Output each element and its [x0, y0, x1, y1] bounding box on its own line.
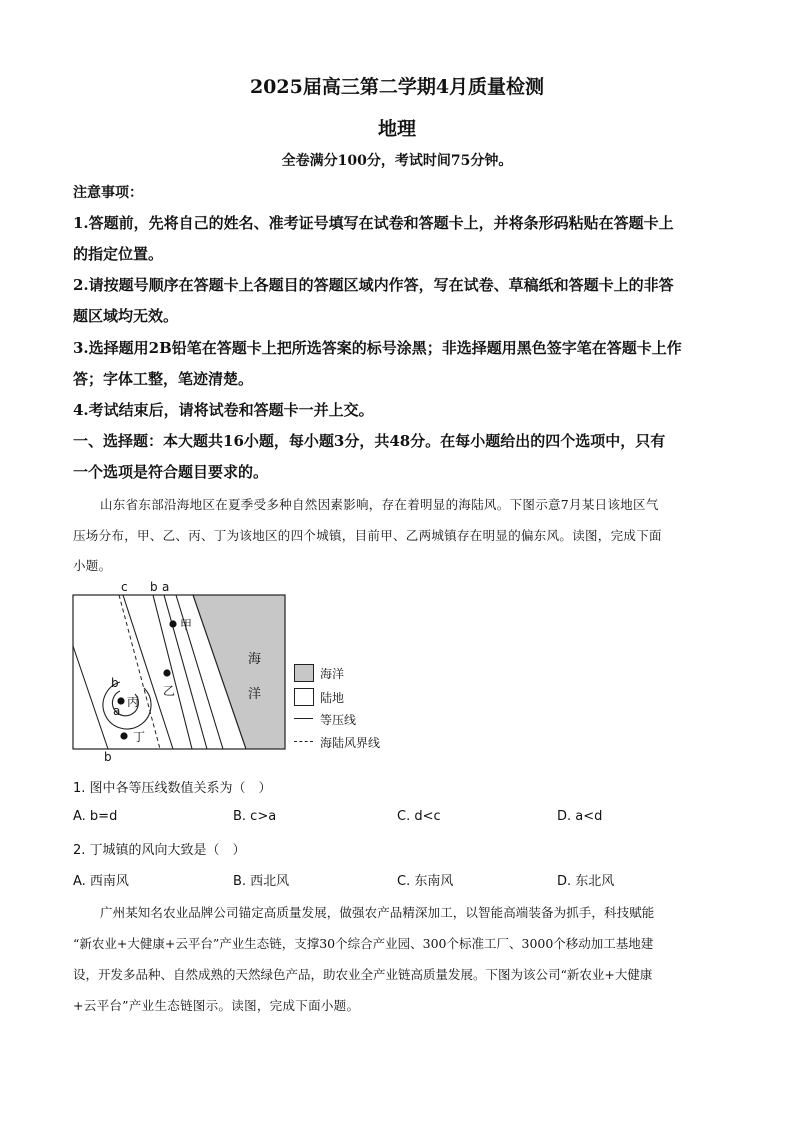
- passage2-line-2: “新农业+大健康+云平台”产业生态链，支撑30个综合产业园、300个标准工厂、3000个移动加工基地建: [73, 936, 654, 951]
- map-label-b-inner: b: [111, 676, 119, 690]
- notes-line-4: 题区域均无效。: [73, 307, 179, 325]
- town-jia-label: 甲: [180, 618, 193, 632]
- isobar-left: [73, 646, 108, 749]
- passage1-line-2: 压场分布，甲、乙、丙、丁为该地区的四个城镇，目前甲、乙两城镇存在明显的偏东风。读图，完成下面: [73, 528, 662, 543]
- exam-title: 2025届高三第二学期4月质量检测: [249, 76, 545, 98]
- passage2-line-1: 广州某知名农业品牌公司锚定高质量发展，做强农产品精深加工，以智能高端装备为抓手，科技赋能: [100, 905, 655, 920]
- sea-area: [193, 595, 285, 749]
- legend-breeze-line: [294, 741, 313, 742]
- section1-line-1: 一、选择题：本大题共16小题，每小题3分，共48分。在每小题给出的四个选项中，只有: [73, 432, 666, 450]
- notes-line-6: 答；字体工整，笔迹清楚。: [73, 370, 254, 388]
- legend-breeze-label: 海陆风界线: [320, 736, 381, 750]
- q2-option-c: C. 东南风: [397, 874, 454, 889]
- q1-option-a: A. b=d: [73, 809, 118, 824]
- notes-line-7: 4.考试结束后，请将试卷和答题卡一并上交。: [73, 401, 374, 419]
- town-yi-label: 乙: [163, 684, 176, 698]
- notes-line-2: 的指定位置。: [73, 245, 164, 263]
- town-bing-label: 丙: [127, 695, 140, 709]
- q2-option-d: D. 东北风: [557, 874, 615, 889]
- legend-isobar-label: 等压线: [320, 713, 357, 727]
- town-ding-label: 丁: [133, 730, 146, 744]
- map-label-b-top: b: [150, 580, 158, 594]
- subject-title: 地理: [377, 118, 416, 140]
- legend-ocean-label: 海洋: [320, 667, 345, 681]
- map-label-a-inner: a: [113, 704, 121, 718]
- town-jia-dot: [169, 620, 176, 627]
- exam-info: 全卷满分100分，考试时间75分钟。: [281, 153, 513, 169]
- section1-line-2: 一个选项是符合题目要求的。: [73, 463, 269, 481]
- passage1-line-3: 小题。: [73, 558, 112, 573]
- q1-option-c: C. d<c: [397, 809, 441, 824]
- map-label-b-bottom: b: [104, 750, 112, 764]
- notes-line-1: 1.答题前，先将自己的姓名、准考证号填写在试卷和答题卡上，并将条形码粘贴在答题卡上: [73, 214, 674, 232]
- notes-line-5: 3.选择题用2B铅笔在答题卡上把所选答案的标号涂黑；非选择题用黑色签字笔在答题卡上作: [73, 339, 682, 357]
- map-label-a-top: a: [162, 580, 170, 594]
- map-label-c: c: [121, 580, 128, 594]
- passage2-line-4: +云平台”产业生态链图示。读图，完成下面小题。: [73, 998, 360, 1013]
- q2-option-a: A. 西南风: [73, 874, 129, 889]
- notes-heading: 注意事项：: [73, 185, 143, 201]
- q1-stem: 1. 图中各等压线数值关系为（ ）: [73, 781, 272, 796]
- sea-text-1: 海: [248, 652, 262, 667]
- q2-option-b: B. 西北风: [233, 874, 290, 889]
- q1-option-d: D. a<d: [557, 809, 603, 824]
- sea-text-2: 洋: [248, 687, 262, 702]
- legend-ocean-swatch: [294, 664, 314, 682]
- town-ding-dot: [120, 732, 127, 739]
- legend-land-swatch: [294, 688, 314, 706]
- q2-stem: 2. 丁城镇的风向大致是（ ）: [73, 843, 246, 858]
- passage2-line-3: 设，开发多品种、自然成熟的天然绿色产品，助农业全产业链高质量发展。下图为该公司“新农业+大健康: [73, 967, 653, 982]
- legend-land-label: 陆地: [320, 691, 345, 705]
- q1-option-b: B. c>a: [233, 809, 277, 824]
- passage1-line-1: 山东省东部沿海地区在夏季受多种自然因素影响，存在着明显的海陆风。下图示意7月某日该地区气: [100, 497, 659, 512]
- notes-line-3: 2.请按题号顺序在答题卡上各题目的答题区域内作答，写在试卷、草稿纸和答题卡上的非答: [73, 276, 674, 294]
- legend-isobar-line: [294, 718, 313, 719]
- town-yi-dot: [163, 669, 170, 676]
